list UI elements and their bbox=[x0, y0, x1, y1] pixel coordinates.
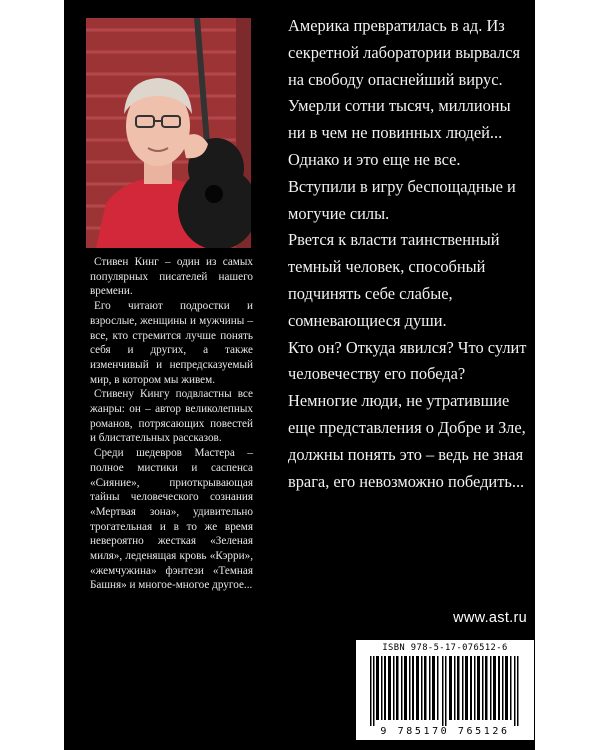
blurb-paragraph: Америка превратилась в ад. Из секретной лаборатории вырвался на свободу опаснейший вирус. Умерли сотни тысяч, миллионы ни в чем не повинных людей... bbox=[288, 16, 521, 143]
blurb-paragraph: Немногие люди, не утратившие еще представления о Добре и Зле, должны понять это – ведь не зная врага, его невозможно победить... bbox=[288, 391, 526, 491]
barcode-block bbox=[356, 640, 534, 740]
barcode-icon bbox=[370, 656, 520, 726]
author-photo-icon bbox=[86, 18, 251, 248]
book-blurb bbox=[288, 13, 528, 495]
bio-paragraph: Его читают подростки и взрослые, женщины и мужчины – все, кто стремится лучше понять себя и других, а также изменчивый и непредсказуемый мир, в котором мы живем. bbox=[90, 300, 253, 386]
blurb-paragraph: Кто он? Откуда явился? Что сулит человечеству его победа? bbox=[288, 337, 527, 384]
isbn-text: ISBN 978-5-17-076512-6 bbox=[382, 643, 508, 653]
bio-paragraph: Стивен Кинг – один из самых популярных писателей нашего времени. bbox=[90, 256, 253, 298]
blurb-paragraph: Рвется к власти таинственный темный человек, способный подчинять себе слабые, сомневающиеся души. bbox=[288, 230, 500, 330]
author-photo bbox=[86, 18, 251, 248]
author-bio bbox=[90, 255, 253, 593]
bio-paragraph: Стивену Кингу подвластны все жанры: он – автор великолепных романов, потрясающих повестей и блистательных рассказов. bbox=[90, 388, 253, 445]
ean-number: 9 785170 765126 bbox=[380, 726, 510, 737]
bio-paragraph: Среди шедевров Мастера – полное мистики и саспенса «Сияние», приоткрывающая тайны человеческого сознания «Мертвая зона», удивительно трогательная и в то же время невероятно жесткая «Зеленая миля», леденящая кровь «Кэрри», «жемчужина» фэнтези «Темная Башня» и многое-многое другое... bbox=[90, 447, 253, 592]
blurb-paragraph: Однако и это еще не все. Вступили в игру беспощадные и могучие силы. bbox=[288, 149, 516, 223]
back-cover bbox=[64, 0, 535, 750]
publisher-website[interactable]: www.ast.ru bbox=[453, 610, 527, 626]
